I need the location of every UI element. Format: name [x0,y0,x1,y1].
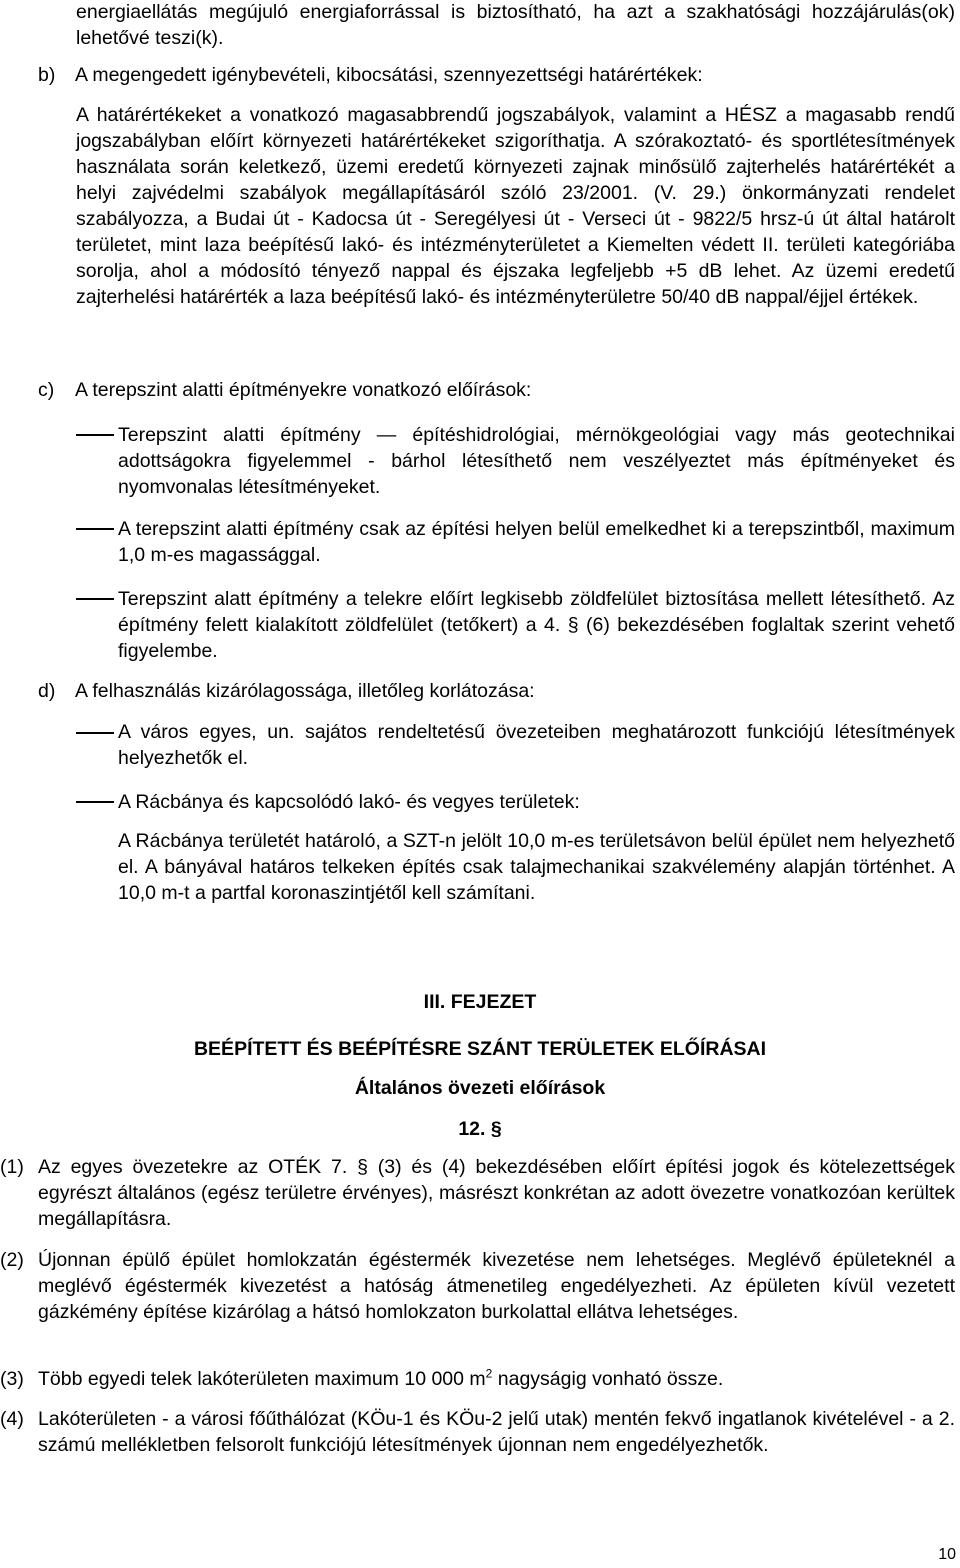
item-c-title: A terepszint alatti építményekre vonatkozó előírások: [75,379,532,401]
dash-bullet [76,434,114,436]
dash-bullet [76,732,114,734]
superscript: 2 [485,1366,493,1381]
paragraph-text [0,1366,955,1392]
chapter-title: BEÉPÍTETT ÉS BEÉPÍTÉSRE SZÁNT TERÜLETEK ELŐÍRÁSAI [193,1038,767,1060]
item-c-label: c) [38,379,55,401]
item-b-title: A megengedett igénybevételi, kibocsátási, szennyezettségi határértékek: [75,64,703,86]
dash-bullet [76,801,114,803]
item-b-heading [38,62,703,88]
page-number: 10 [938,1546,956,1563]
section-number: 12. § [458,1118,502,1140]
dash-bullet [76,528,114,530]
item-c-bullet-1: Terepszint alatti építmény — építéshidrológiai, mérnökgeológiai vagy más geotechnikai adottságokra figyelemmel - bárhol létesíthető nem veszélyeztet más építményeket és nyomvonalas létesítményeket. [118,424,955,498]
item-b-label: b) [38,64,56,86]
paragraph-text-after: nagyságig vonható össze. [492,1368,724,1390]
paragraph-text: Újonnan épülő épület homlokzatán égéstermék kivezetése nem lehetséges. Meglévő épületeknél a meglévő égéstermék kivezetést a hatóság átmenetileg engedélyezheti. Az épületen kívül vezetett gázkémény építése kizárólag a hátsó homlokzaton burkolattal ellátva lehetséges. [38,1249,955,1323]
item-c-heading [38,377,531,403]
item-d-extra: A Rácbánya területét határoló, a SZT-n jelölt 10,0 m-es területsávon belül épület nem helyezhető el. A bányával határos telkeken építés csak talajmechanikai szakvélemény alapján történhet. A 10,0 m-t a partfal koronaszintjétől kell számítani. [118,830,955,904]
item-d-bullet-2: A Rácbánya és kapcsolódó lakó- és vegyes területek: [118,791,580,813]
continuation-paragraph: energiaellátás megújuló energiaforrással is biztosítható, ha azt a szakhatósági hozzájárulás(ok) lehetővé teszi(k). [76,1,955,49]
paragraph-3 [0,1366,955,1392]
paragraph-number: (4) [0,1408,24,1430]
item-b-body: A határértékeket a vonatkozó magasabbrendű jogszabályok, valamint a HÉSZ a magasabb rendű jogszabályban előírt környezeti határértékeket szigoríthatja. A szórakoztató- és sportlétesítmények használata során keletkező, üzemi eredetű környezeti zajnak minősülő zajterhelés határértékét a helyi zajvédelmi szabályok megállapításáról szóló 23/2001. (V. 29.) önkormányzati rendelet szabályozza, a Budai út - Kadocsa út - Seregélyesi út - Verseci út - 9822/5 hrsz-ú út által határolt területet, mint laza beépítésű lakó- és intézményterületet a Kiemelten védett II. területi kategóriába sorolja, ahol a módosító tényező nappal és éjszaka legfeljebb +5 dB lehet. Az üzemi eredetű zajterhelési határérték a laza beépítésű lakó- és intézményterületre 50/40 dB nappal/éjjel értékek. [76,104,955,308]
item-d-label: d) [38,680,56,702]
item-d-heading [38,678,535,704]
paragraph-number: (1) [0,1156,24,1178]
paragraph-1 [0,1154,955,1232]
paragraph-text: Az egyes övezetekre az OTÉK 7. § (3) és (4) bekezdésében előírt építési jogok és kötelezettségek egyrészt általános (egész területre érvényes), másrészt konkrétan az adott övezetre vonatkozóan kerültek megállapításra. [38,1156,955,1230]
paragraph-number: (3) [0,1368,24,1390]
chapter-subtitle: Általános övezeti előírások [354,1077,606,1099]
paragraph-4 [0,1406,955,1458]
item-d-bullet-1: A város egyes, un. sajátos rendeltetésű övezeteiben meghatározott funkciójú létesítmények helyezhetők el. [118,721,955,769]
item-d-title: A felhasználás kizárólagossága, illetőleg korlátozása: [75,680,535,702]
paragraph-2 [0,1247,955,1325]
item-c-bullet-2: A terepszint alatti építmény csak az építési helyen belül emelkedhet ki a terepszintből, maximum 1,0 m-es magassággal. [118,518,955,566]
paragraph-text: Lakóterületen - a városi főűthálózat (KÖu-1 és KÖu-2 jelű utak) mentén fekvő ingatlanok kivételével - a 2. számú mellékletben felsorolt funkciójú létesítmények újonnan nem engedélyezhetők. [38,1408,955,1456]
paragraph-number: (2) [0,1249,24,1271]
dash-bullet [76,598,114,600]
paragraph-text-main: Több egyedi telek lakóterületen maximum 10 000 m [38,1368,486,1390]
item-c-bullet-3: Terepszint alatt építmény a telekre előírt legkisebb zöldfelület biztosítása mellett létesíthető. Az építmény felett kialakított zöldfelület (tetőkert) a 4. § (6) bekezdésében foglaltak szerint vehető figyelembe. [118,588,955,662]
chapter-number: III. FEJEZET [423,991,537,1013]
